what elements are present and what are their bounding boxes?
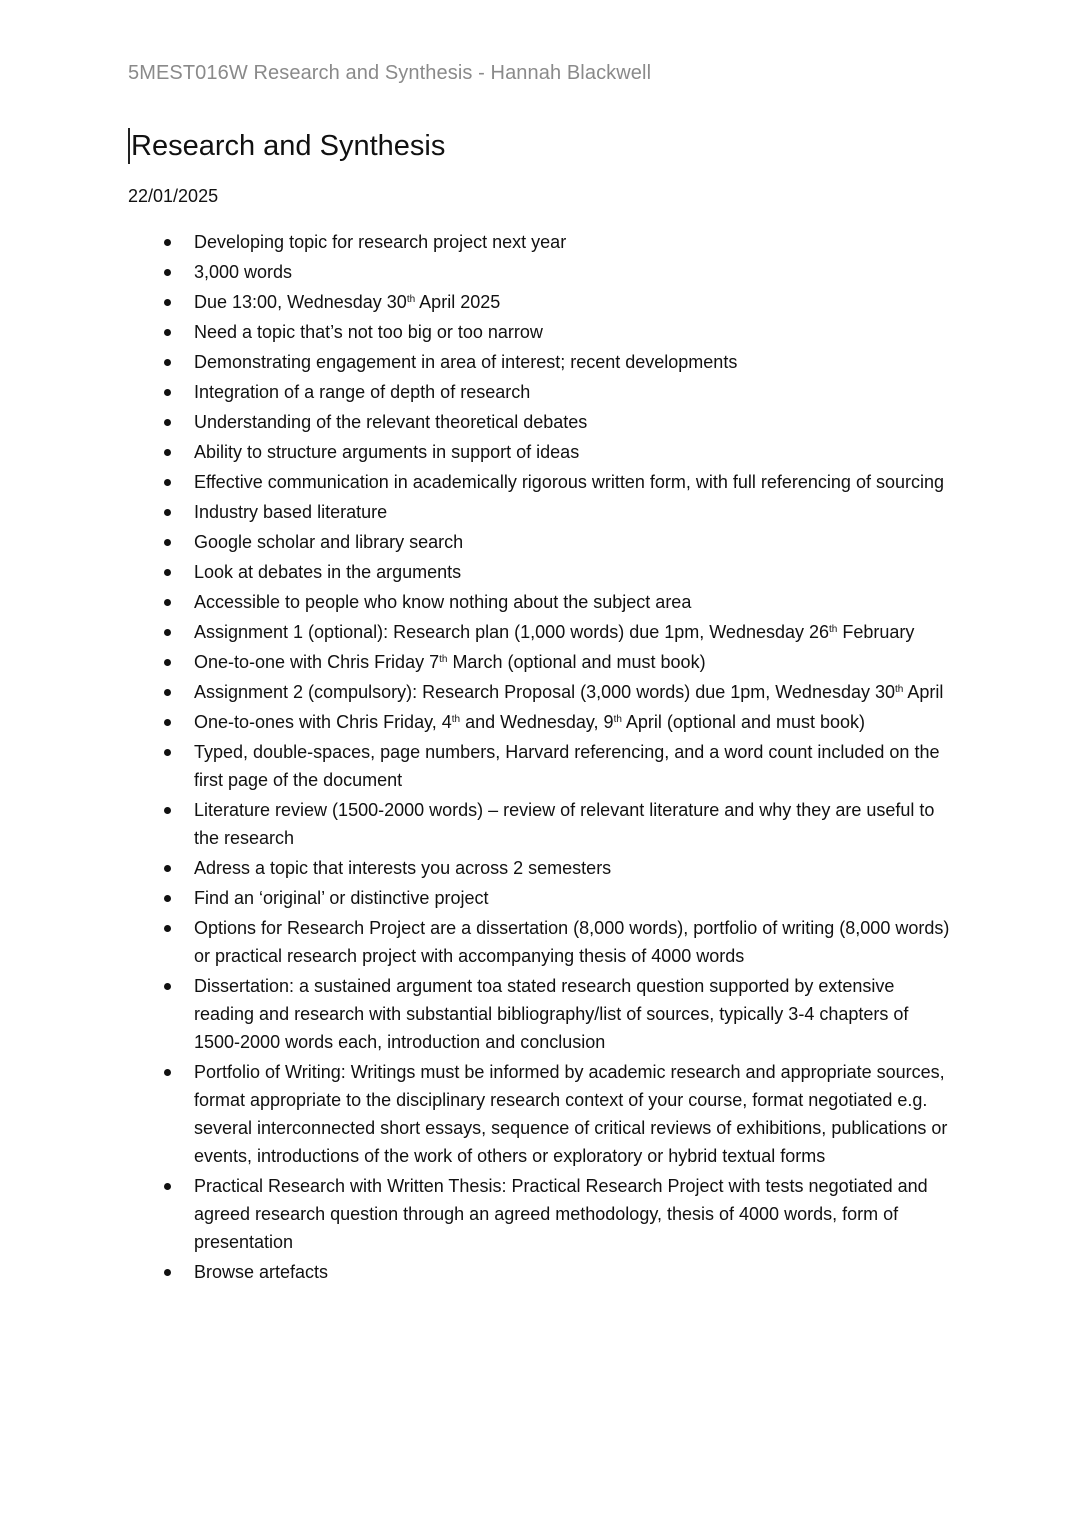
- list-item-text: Literature review (1500-2000 words) – review of relevant literature and why they are useful to the research: [194, 800, 935, 848]
- superscript-text: th: [406, 294, 416, 305]
- list-item: [194, 228, 956, 256]
- list-item-text: Industry based literature: [194, 502, 388, 522]
- list-item-text: 3,000 words: [194, 262, 293, 282]
- list-item-text: Demonstrating engagement in area of interest; recent developments: [194, 352, 738, 372]
- list-item: [194, 258, 956, 286]
- list-item-text: Find an ‘original’ or distinctive project: [194, 888, 489, 908]
- list-item-text: One-to-one with Chris Friday 7: [194, 652, 440, 672]
- list-item-text: Ability to structure arguments in support of ideas: [194, 442, 580, 462]
- superscript-text: th: [829, 624, 838, 635]
- document-title[interactable]: Research and Synthesis: [128, 128, 445, 164]
- list-item: [194, 1058, 956, 1170]
- list-item: [194, 738, 956, 794]
- list-item: [194, 678, 956, 706]
- list-item-text: and Wednesday, 9: [460, 712, 614, 732]
- list-item-text: April (optional and must book): [621, 712, 866, 732]
- superscript-text: th: [451, 714, 461, 725]
- list-item-text: Adress a topic that interests you across 2 semesters: [194, 858, 612, 878]
- superscript-text: th: [613, 714, 622, 725]
- list-item-text: Assignment 2 (compulsory): Research Proposal (3,000 words) due 1pm, Wednesday 30: [194, 682, 896, 702]
- list-item-text: Need a topic that’s not too big or too narrow: [194, 322, 543, 342]
- list-item-text: April 2025: [415, 292, 501, 312]
- superscript-text: th: [439, 654, 448, 665]
- list-item-text: Assignment 1 (optional): Research plan (1,000 words) due 1pm, Wednesday 26: [194, 622, 830, 642]
- list-item-text: Browse artefacts: [194, 1262, 329, 1282]
- list-item-text: March (optional and must book): [447, 652, 706, 672]
- list-item: [194, 914, 956, 970]
- list-item: [194, 618, 956, 646]
- list-item-text: Dissertation: a sustained argument toa stated research question supported by extensive reading and research with substantial bibliography/list of sources, typically 3-4 chapters of 1500-2000 words each, introduction and conclusion: [194, 976, 909, 1052]
- list-item-text: Options for Research Project are a dissertation (8,000 words), portfolio of writing (8,000 words) or practical research project with accompanying thesis of 4000 words: [194, 918, 950, 966]
- list-item: [194, 408, 956, 436]
- list-item: [194, 288, 956, 316]
- list-item-text: February: [837, 622, 915, 642]
- note-date: 22/01/2025: [128, 186, 219, 206]
- list-item: [194, 558, 956, 586]
- list-item: [194, 972, 956, 1056]
- list-item: [194, 884, 956, 912]
- list-item: [194, 318, 956, 346]
- list-item: [194, 468, 956, 496]
- list-item: [194, 438, 956, 466]
- list-item: [194, 1258, 956, 1286]
- list-item: [194, 498, 956, 526]
- list-item-text: Accessible to people who know nothing about the subject area: [194, 592, 692, 612]
- list-item-text: Due 13:00, Wednesday 30: [194, 292, 407, 312]
- list-item-text: Integration of a range of depth of research: [194, 382, 531, 402]
- list-item-text: Look at debates in the arguments: [194, 562, 462, 582]
- list-item: [194, 378, 956, 406]
- list-item-text: Developing topic for research project next year: [194, 232, 567, 252]
- list-item-text: April: [903, 682, 944, 702]
- list-item-text: Effective communication in academically rigorous written form, with full referencing of sourcing: [194, 472, 944, 492]
- bullet-list: [194, 228, 956, 1288]
- page-header: 5MEST016W Research and Synthesis - Hannah Blackwell: [128, 62, 652, 84]
- list-item-text: Understanding of the relevant theoretical debates: [194, 412, 588, 432]
- list-item: [194, 1172, 956, 1256]
- list-item: [194, 348, 956, 376]
- list-item: [194, 588, 956, 616]
- list-item-text: Typed, double-spaces, page numbers, Harvard referencing, and a word count included on the first page of the document: [194, 742, 940, 790]
- list-item: [194, 854, 956, 882]
- superscript-text: th: [895, 684, 904, 695]
- list-item-text: Google scholar and library search: [194, 532, 464, 552]
- list-item-text: Portfolio of Writing: Writings must be informed by academic research and appropriate sources, format appropriate to the disciplinary research context of your course, format negotiated e.g. several interconnected short essays, sequence of critical reviews of exhibitions, publications or events, introductions of the work of others or exploratory or hybrid textual forms: [194, 1062, 948, 1166]
- list-item: [194, 708, 956, 736]
- list-item: [194, 648, 956, 676]
- list-item: [194, 528, 956, 556]
- list-item-text: Practical Research with Written Thesis: Practical Research Project with tests negotiated and agreed research question through an agreed methodology, thesis of 4000 words, form of presentation: [194, 1176, 928, 1252]
- list-item-text: One-to-ones with Chris Friday, 4: [194, 712, 452, 732]
- list-item: [194, 796, 956, 852]
